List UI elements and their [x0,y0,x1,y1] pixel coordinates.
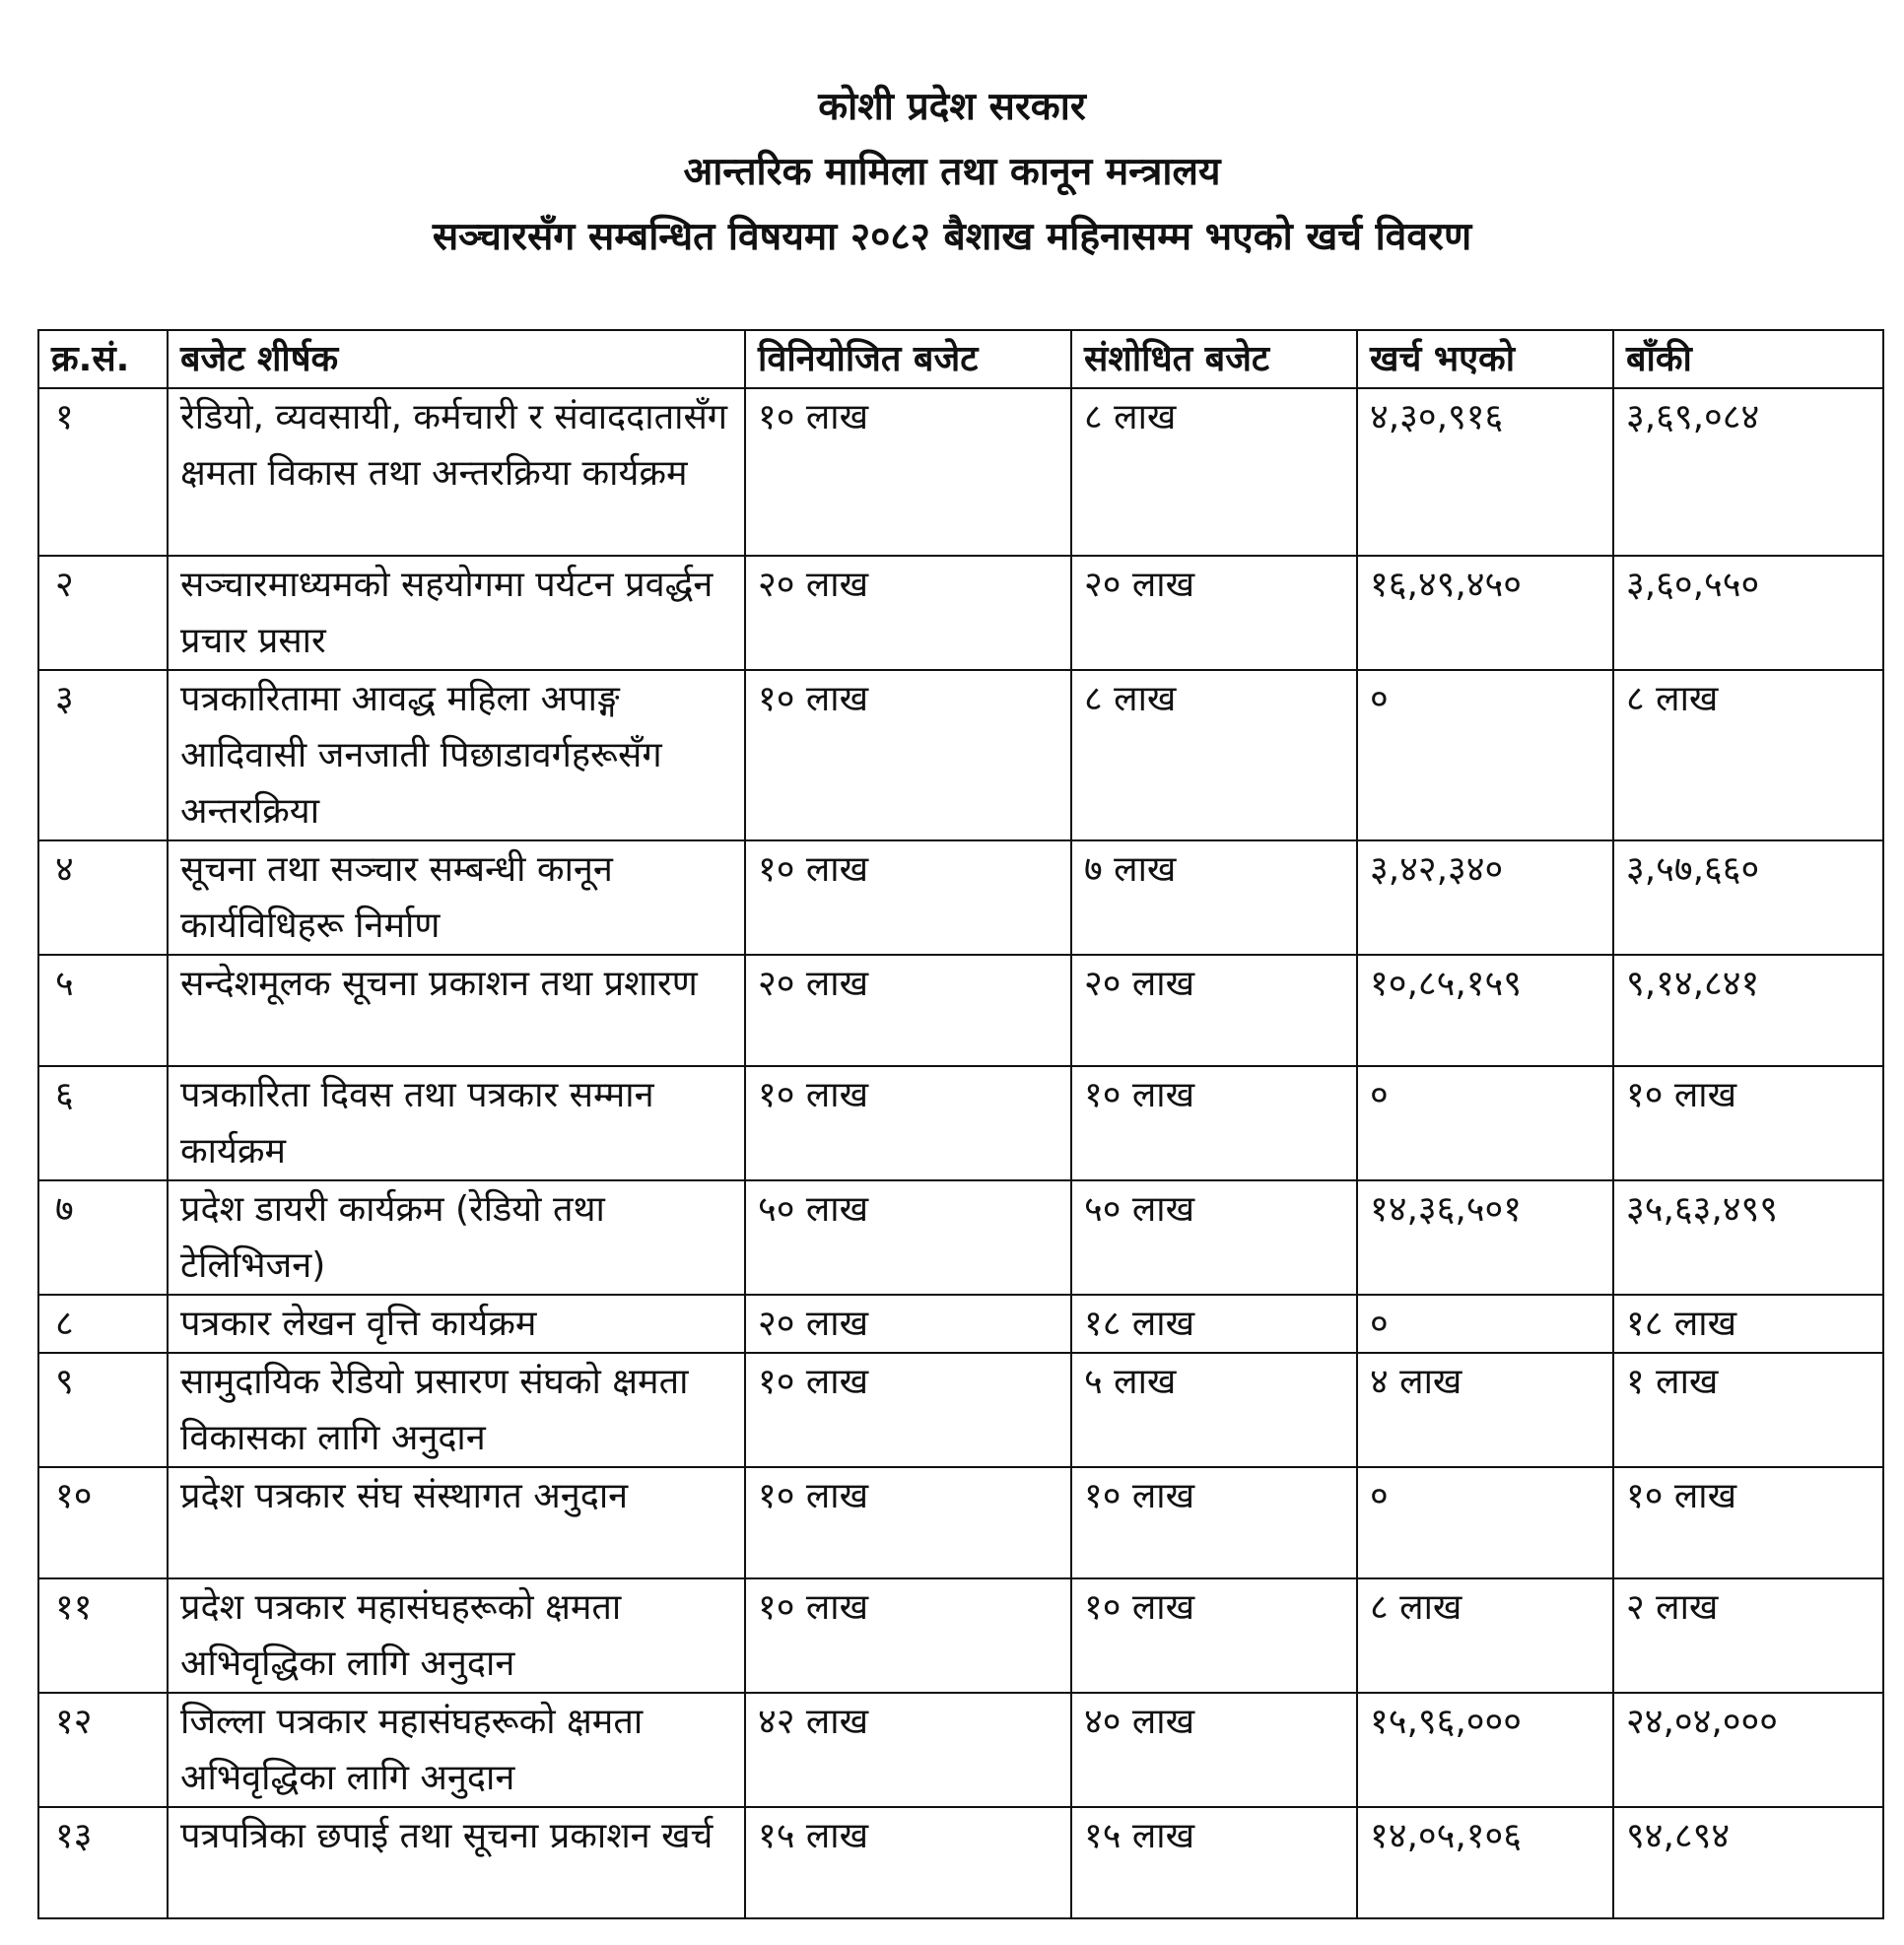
allocated-cell: १० लाख [745,670,1071,840]
government-title: कोशी प्रदेश सरकार [818,85,1086,129]
remaining-cell: ९,१४,८४१ [1613,955,1883,1066]
table-row [38,840,1883,955]
table-row [38,1295,1883,1353]
serial-cell: ९ [38,1353,168,1467]
revised-cell: १५ लाख [1071,1807,1357,1918]
table-row [38,1807,1883,1918]
ministry-title: आन्तरिक मामिला तथा कानून मन्त्रालय [683,150,1221,194]
budget-title-cell: पत्रकारिता दिवस तथा पत्रकार सम्मान कार्यक्रम [168,1066,745,1180]
remaining-cell: १० लाख [1613,1467,1883,1578]
table-row [38,1180,1883,1295]
revised-cell: ५ लाख [1071,1353,1357,1467]
revised-cell: ५० लाख [1071,1180,1357,1295]
table-body [38,388,1883,1918]
allocated-cell: १० लाख [745,1066,1071,1180]
serial-cell: १० [38,1467,168,1578]
remaining-cell: १० लाख [1613,1066,1883,1180]
table-row [38,1066,1883,1180]
allocated-cell: २० लाख [745,1295,1071,1353]
spent-cell: १६,४९,४५० [1357,556,1613,670]
remaining-cell: १८ लाख [1613,1295,1883,1353]
spent-cell: ० [1357,1295,1613,1353]
allocated-cell: ५० लाख [745,1180,1071,1295]
remaining-cell: ३,५७,६६० [1613,840,1883,955]
budget-title-cell: सन्देशमूलक सूचना प्रकाशन तथा प्रशारण [168,955,745,1066]
serial-cell: १२ [38,1693,168,1807]
column-header-expenditure: खर्च भएको [1357,330,1613,388]
document-header [0,75,1904,270]
allocated-cell: १५ लाख [745,1807,1071,1918]
remaining-cell: ३५,६३,४९९ [1613,1180,1883,1295]
allocated-cell: १० लाख [745,388,1071,556]
budget-title-cell: प्रदेश पत्रकार महासंघहरूको क्षमता अभिवृद्धिका लागि अनुदान [168,1578,745,1693]
table-row [38,556,1883,670]
spent-cell: ४,३०,९१६ [1357,388,1613,556]
revised-cell: २० लाख [1071,556,1357,670]
column-header-remaining: बाँकी [1613,330,1883,388]
budget-title-cell: सञ्चारमाध्यमको सहयोगमा पर्यटन प्रवर्द्धन प्रचार प्रसार [168,556,745,670]
column-header-revised-budget: संशोधित बजेट [1071,330,1357,388]
budget-title-cell: सूचना तथा सञ्चार सम्बन्धी कानून कार्यविधिहरू निर्माण [168,840,745,955]
allocated-cell: १० लाख [745,1578,1071,1693]
header-row [38,330,1883,388]
spent-cell: ४ लाख [1357,1353,1613,1467]
allocated-cell: २० लाख [745,556,1071,670]
allocated-cell: २० लाख [745,955,1071,1066]
serial-cell: १ [38,388,168,556]
table-row [38,955,1883,1066]
column-header-budget-title: बजेट शीर्षक [168,330,745,388]
serial-cell: २ [38,556,168,670]
budget-title-cell: रेडियो, व्यवसायी, कर्मचारी र संवाददातासँग क्षमता विकास तथा अन्तरक्रिया कार्यक्रम [168,388,745,556]
report-title: सञ्चारसँग सम्बन्धित विषयमा २०८२ बैशाख महिनासम्म भएको खर्च विवरण [432,215,1472,259]
remaining-cell: ३,६९,०८४ [1613,388,1883,556]
budget-title-cell: पत्रकार लेखन वृत्ति कार्यक्रम [168,1295,745,1353]
remaining-cell: ३,६०,५५० [1613,556,1883,670]
serial-cell: ५ [38,955,168,1066]
allocated-cell: १० लाख [745,1353,1071,1467]
revised-cell: ८ लाख [1071,388,1357,556]
allocated-cell: ४२ लाख [745,1693,1071,1807]
table-row [38,1693,1883,1807]
budget-title-cell: प्रदेश डायरी कार्यक्रम (रेडियो तथा टेलिभिजन) [168,1180,745,1295]
revised-cell: २० लाख [1071,955,1357,1066]
spent-cell: ० [1357,1467,1613,1578]
spent-cell: ८ लाख [1357,1578,1613,1693]
budget-title-cell: प्रदेश पत्रकार संघ संस्थागत अनुदान [168,1467,745,1578]
revised-cell: १० लाख [1071,1578,1357,1693]
spent-cell: १४,३६,५०१ [1357,1180,1613,1295]
revised-cell: ८ लाख [1071,670,1357,840]
table-row [38,388,1883,556]
remaining-cell: २४,०४,००० [1613,1693,1883,1807]
remaining-cell: २ लाख [1613,1578,1883,1693]
revised-cell: ४० लाख [1071,1693,1357,1807]
expenditure-table [37,329,1884,1919]
remaining-cell: ८ लाख [1613,670,1883,840]
budget-title-cell: सामुदायिक रेडियो प्रसारण संघको क्षमता विकासका लागि अनुदान [168,1353,745,1467]
allocated-cell: १० लाख [745,1467,1071,1578]
revised-cell: १० लाख [1071,1066,1357,1180]
budget-title-cell: पत्रकारितामा आवद्ध महिला अपाङ्ग आदिवासी जनजाती पिछाडावर्गहरूसँग अन्तरक्रिया [168,670,745,840]
serial-cell: ८ [38,1295,168,1353]
table-row [38,1578,1883,1693]
revised-cell: ७ लाख [1071,840,1357,955]
revised-cell: १० लाख [1071,1467,1357,1578]
spent-cell: १४,०५,१०६ [1357,1807,1613,1918]
revised-cell: १८ लाख [1071,1295,1357,1353]
column-header-serial: क्र.सं. [38,330,168,388]
spent-cell: ३,४२,३४० [1357,840,1613,955]
serial-cell: ११ [38,1578,168,1693]
budget-title-cell: पत्रपत्रिका छपाई तथा सूचना प्रकाशन खर्च [168,1807,745,1918]
serial-cell: ७ [38,1180,168,1295]
column-header-allocated-budget: विनियोजित बजेट [745,330,1071,388]
spent-cell: १०,८५,१५९ [1357,955,1613,1066]
serial-cell: ४ [38,840,168,955]
budget-title-cell: जिल्ला पत्रकार महासंघहरूको क्षमता अभिवृद्धिका लागि अनुदान [168,1693,745,1807]
remaining-cell: ९४,८९४ [1613,1807,1883,1918]
serial-cell: १३ [38,1807,168,1918]
table-header [38,330,1883,388]
allocated-cell: १० लाख [745,840,1071,955]
spent-cell: ० [1357,670,1613,840]
table-row [38,670,1883,840]
remaining-cell: १ लाख [1613,1353,1883,1467]
serial-cell: ३ [38,670,168,840]
table-row [38,1353,1883,1467]
spent-cell: १५,९६,००० [1357,1693,1613,1807]
table-row [38,1467,1883,1578]
spent-cell: ० [1357,1066,1613,1180]
serial-cell: ६ [38,1066,168,1180]
